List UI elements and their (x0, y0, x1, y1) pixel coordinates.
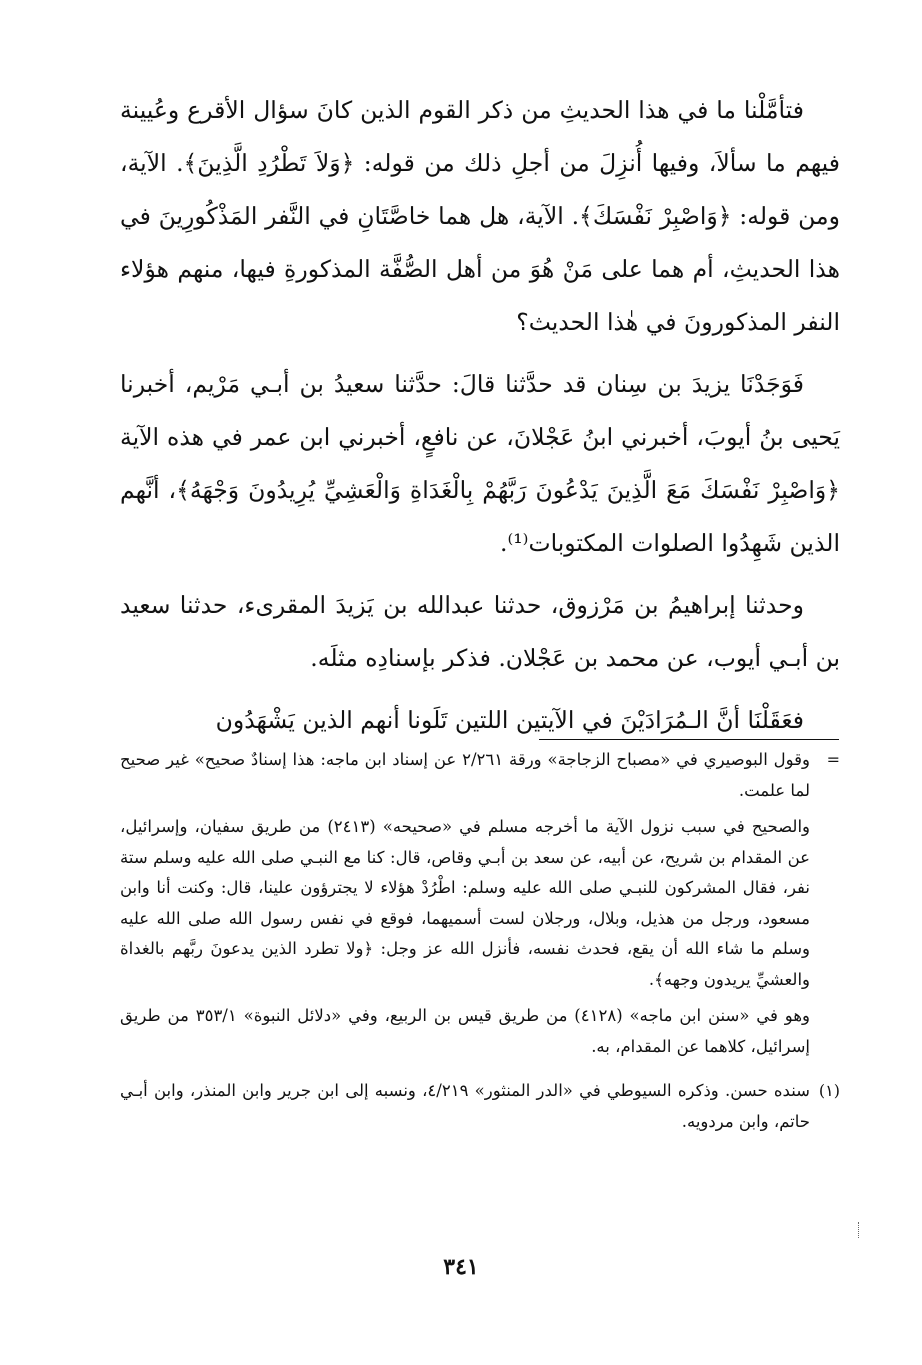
footnote-paragraph: والصحيح في سبب نزول الآية ما أخرجه مسلم في «صحيحه» (٢٤١٣) من طريق سفيان، وإسرائيل، عن المقدام بن شريح، عن أبيه، عن سعد بن أبـي وقاص، قال: كنا مع النبـي صلى الله عليه وسلم ستة نفر، فقال المشركون للنبـي صلى الله عليه وسلم: اطْرُدْ هؤلاء لا يجترؤون علينا، قال: وكنت أنا وابن مسعود، ورجل من هذيل، وبلال، ورجلان لست أسميهما، فوقع في نفس رسول الله صلى الله عليه وسلم ما شاء الله أن يقع، فحدث نفسه، فأنزل الله عز وجل: ﴿ولا تطرد الذين يدعونَ ربَّهم بالغداة والعشيِّ يريدون وجهه﴾. (120, 817, 811, 989)
footnote-divider (539, 739, 839, 740)
margin-mark (858, 1222, 861, 1238)
paragraph-2: فَوَجَدْنَا يزيدَ بن سِنان قد حدَّثنا قالَ: حدَّثنا سعيدُ بن أبـي مَرْيم، أخبرنا يَحيى بنُ أيوبَ، أخبرني ابنُ عَجْلانَ، عن نافعٍ، أخبرني ابن عمر في هذه الآية ﴿وَاصْبِرْ نَفْسَكَ مَعَ الَّذِينَ يَدْعُونَ رَبَّهُمْ بِالْغَدَاةِ وَالْعَشِيِّ يُرِيدُونَ وَجْهَهُ﴾، أنَّهم الذين شَهِدُوا الصلوات المكتوبات⁽¹⁾. (120, 370, 840, 557)
paragraph-4: فعَقَلْنَا أنَّ الـمُرَادَيْنَ في الآيتين اللتين تَلَونا أنهم الذين يَشْهَدُون (215, 706, 804, 734)
footnote-continuation-mark: = (826, 750, 840, 769)
paragraph-3: وحدثنا إبراهيمُ بن مَرْزوق، حدثنا عبدالله بن يَزيدَ المقرىء، حدثنا سعيد بن أبـي أيوب، عن محمد بن عَجْلان. فذكر بإسنادِه مثلَه. (120, 591, 840, 672)
footnote-paragraph: وقول البوصيري في «مصباح الزجاجة» ورقة ٢/٢٦١ عن إسناد ابن ماجه: هذا إسنادٌ صحيح» غير صحيح لما علمت. (120, 750, 810, 800)
footnote-1-body (120, 1076, 810, 1143)
footnotes-block (120, 745, 840, 1151)
footnote-continuation-body (120, 745, 810, 1068)
main-text-block (120, 84, 840, 747)
page-number: ٣٤١ (443, 1254, 479, 1280)
paragraph-1: فتأمَّلْنا ما في هذا الحديثِ من ذكر القوم الذين كانَ سؤال الأقرع وعُيينة فيهم ما سألاَ، وفيها أُنزِلَ من أجلِ ذلك من قوله: ﴿وَلاَ تَطْرُدِ الَّذِينَ﴾. الآية، ومن قوله: ﴿وَاصْبِرْ نَفْسَكَ﴾. الآية، هل هما خاصَّتَانِ في النَّفر المَذْكُورِينَ في هذا الحديثِ، أم هما على مَنْ هُوَ من أهل الصُّفَّة المذكورةِ فيها، منهم هؤلاء النفر المذكورونَ في هٰذا الحديث؟ (120, 96, 840, 336)
footnote-paragraph: وهو في «سنن ابن ماجه» (٤١٢٨) من طريق قيس بن الربيع، وفي «دلائل النبوة» ٣٥٣/١ من طريق إسرائيل، كلاهما عن المقدام، به. (120, 1006, 810, 1056)
footnote-1 (120, 1076, 840, 1143)
footnote-1-mark: (١) (818, 1081, 840, 1100)
footnote-1-text: سنده حسن. وذكره السيوطي في «الدر المنثور» ٤/٢١٩، ونسبه إلى ابن جرير وابن المنذر، وابن أبـي حاتم، وابن مردويه. (120, 1081, 811, 1131)
footnote-continuation (120, 745, 840, 1068)
